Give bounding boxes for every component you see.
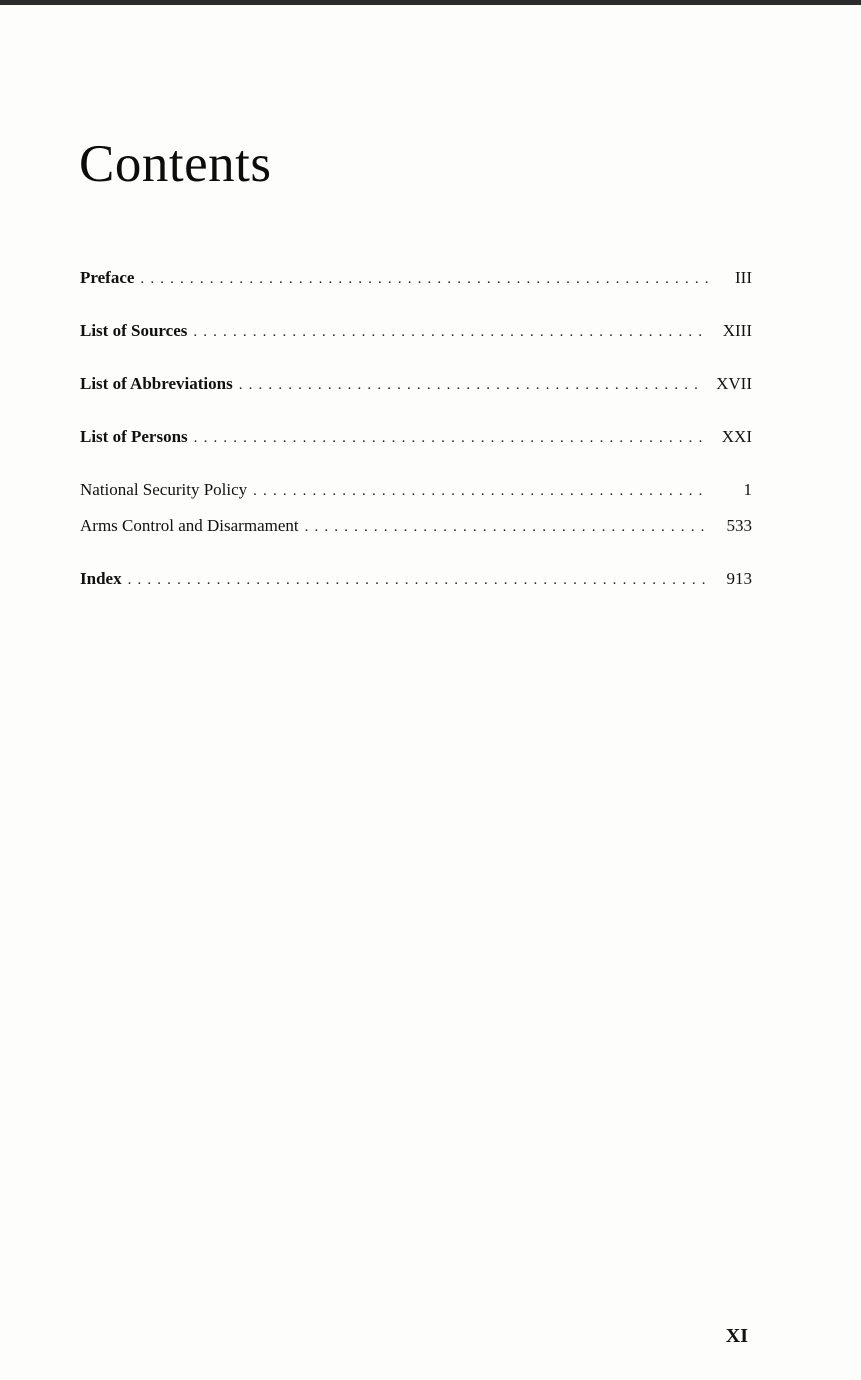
toc-entry-page: 913	[726, 569, 752, 588]
toc-entry-page: 533	[726, 516, 752, 535]
dot-leader	[193, 320, 708, 344]
toc-entry-list-of-persons[interactable]	[80, 425, 752, 449]
dot-leader	[128, 568, 708, 592]
toc-entry-label: List of Abbreviations	[80, 374, 233, 393]
dot-leader	[239, 373, 702, 397]
toc-entry-arms-control[interactable]	[80, 514, 752, 538]
toc-entry-label: Arms Control and Disarmament	[80, 516, 299, 535]
toc-entry-list-of-abbreviations[interactable]	[80, 372, 752, 396]
toc-entry-page: XXI	[721, 427, 752, 446]
toc-entry-page: XVII	[716, 374, 752, 393]
toc-entry-preface[interactable]	[80, 266, 752, 290]
toc-entry-page: 1	[743, 480, 752, 499]
toc-entry-label: National Security Policy	[80, 480, 248, 499]
dot-leader	[194, 426, 708, 450]
top-edge-rule	[0, 0, 861, 5]
toc-entry-index[interactable]	[80, 567, 752, 591]
dot-leader	[253, 479, 708, 503]
toc-entry-page: III	[735, 268, 752, 287]
toc-entry-page: XIII	[722, 321, 752, 340]
toc-entry-list-of-sources[interactable]	[80, 319, 752, 343]
toc-entry-label: Preface	[80, 268, 135, 287]
toc-entry-label: List of Persons	[80, 427, 188, 446]
dot-leader	[140, 267, 708, 291]
dot-leader	[305, 515, 708, 539]
toc-entry-label: List of Sources	[80, 321, 188, 340]
toc-entry-label: Index	[80, 569, 122, 588]
page-title: Contents	[79, 135, 272, 193]
page-number: XI	[725, 1325, 748, 1347]
toc-entry-national-security-policy[interactable]	[80, 478, 752, 502]
